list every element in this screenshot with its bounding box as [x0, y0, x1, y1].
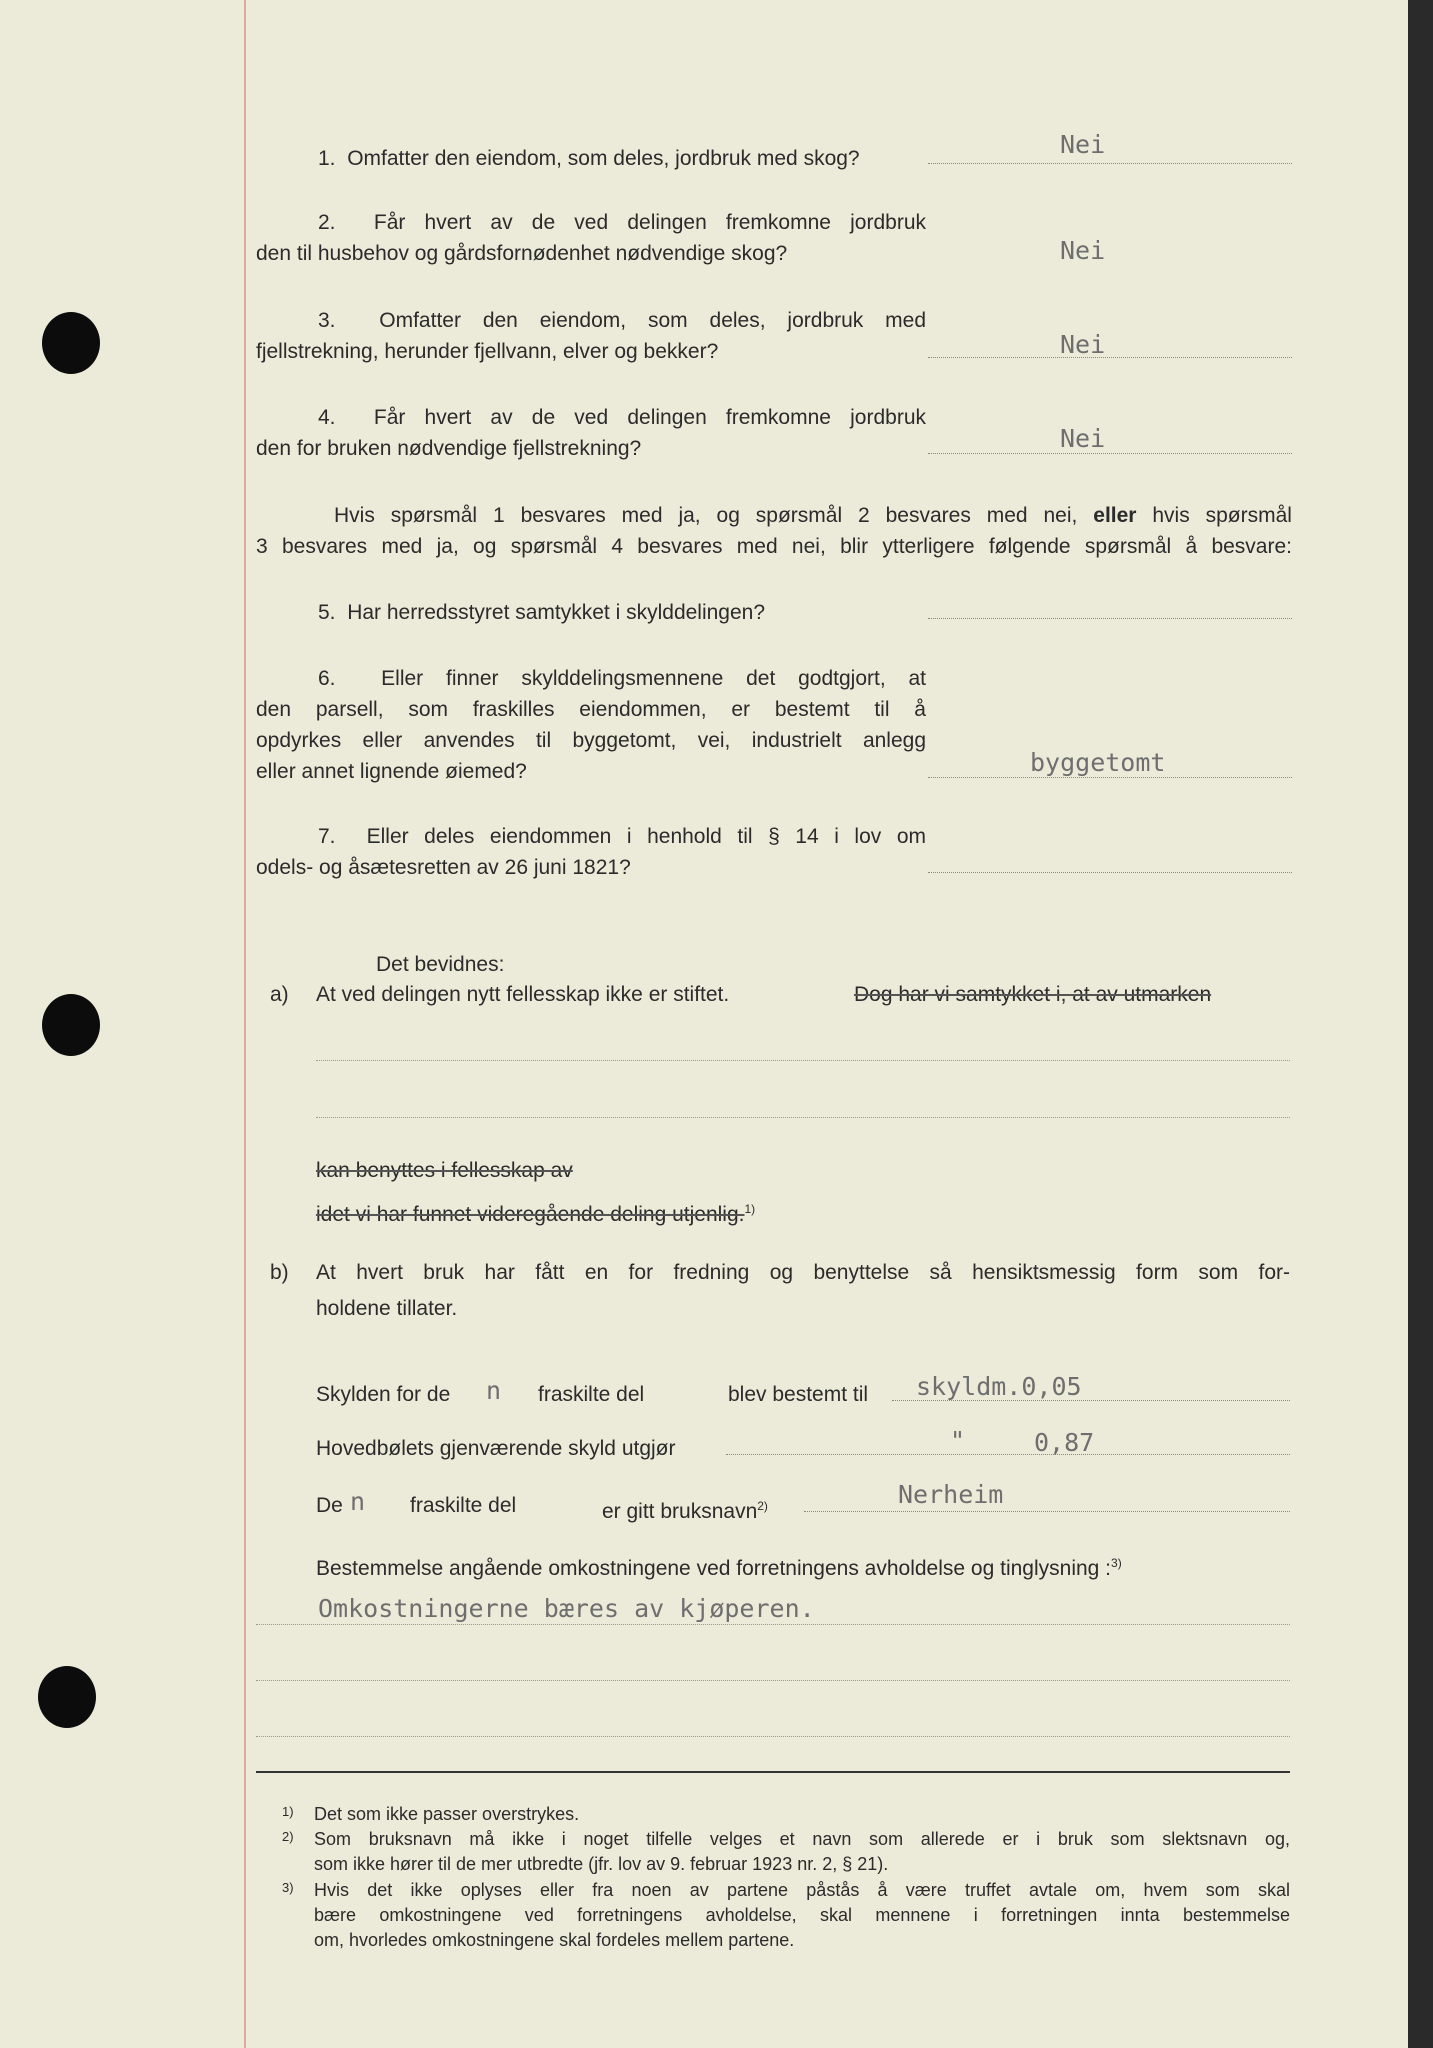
- condition-line-1: Hvis spørsmål 1 besvares med ja, og spørsmål 2 besvares med nei, eller hvis spørsmål: [334, 504, 1292, 527]
- item-a-typed-3-wrap: idet vi har funnet videregående deling utjenlig.$^{1)}$: [316, 1202, 756, 1226]
- footnote-separator: [256, 1771, 1290, 1773]
- margin-line: [244, 0, 246, 2048]
- skyld-line-1-b: fraskilte del: [538, 1383, 645, 1406]
- bruksnavn-line-a: De: [316, 1494, 343, 1517]
- item-a-label: a): [270, 983, 289, 1006]
- item-a-typed-3: idet vi har funnet videregående deling utjenlig.: [316, 1203, 745, 1226]
- item-b-line-2: holdene tillater.: [316, 1297, 458, 1320]
- question-6-line-2: den parsell, som fraskilles eiendommen, er bestemt til å: [256, 698, 926, 721]
- answer-line: [928, 163, 1292, 164]
- value-line: [726, 1454, 1290, 1455]
- question-4-line-1: 4. Får hvert av de ved delingen fremkomne jordbruk: [318, 406, 926, 429]
- question-7-line-2: odels- og åsætesretten av 26 juni 1821?: [256, 856, 631, 879]
- item-b-label: b): [270, 1261, 289, 1284]
- punch-hole: [42, 994, 100, 1056]
- fill-line: [316, 1117, 1290, 1118]
- footnote-1-num: 1): [282, 1804, 294, 1819]
- fill-line: [256, 1680, 1290, 1681]
- omkostning-value: Omkostningerne bæres av kjøperen.: [318, 1594, 815, 1623]
- answer-line: [928, 618, 1292, 619]
- bruksnavn-value: Nerheim: [898, 1480, 1004, 1509]
- question-5: 5. Har herredsstyret samtykket i skylddelingen?: [318, 601, 766, 624]
- question-4-line-2: den for bruken nødvendige fjellstrekning?: [256, 437, 642, 460]
- answer-line: [928, 357, 1292, 358]
- question-6-line-1: 6. Eller finner skylddelingsmennene det godtgjort, at: [318, 667, 926, 690]
- answer-line: [928, 453, 1292, 454]
- item-b-line-1: At hvert bruk har fått en for fredning og benyttelse så hensiktsmessig form som for-: [316, 1261, 1290, 1284]
- question-7-line-1: 7. Eller deles eiendommen i henhold til § 14 i lov om: [318, 825, 926, 848]
- question-6-line-3: opdyrkes eller anvendes til byggetomt, vei, industrielt anlegg: [256, 729, 926, 752]
- value-line: [804, 1511, 1290, 1512]
- item-a-typed: Dog har vi samtykket i, at av utmarken: [854, 983, 1212, 1006]
- skyld-line-1-n: n: [486, 1376, 502, 1405]
- answer-1: Nei: [1060, 130, 1106, 159]
- skyld-line-1-a: Skylden for de: [316, 1383, 451, 1406]
- footnote-2-line-2: som ikke hører til de mer utbredte (jfr. lov av 9. februar 1923 nr. 2, § 21).: [314, 1854, 889, 1874]
- footnote-1-line-1: Det som ikke passer overstrykes.: [314, 1804, 580, 1824]
- footnote-3-line-2: bære omkostningene ved forretningens avholdelse, skal mennene i forretningen innta bestemmelse: [314, 1905, 1290, 1925]
- fill-line: [256, 1624, 1290, 1625]
- skyld-value: skyldm.0,05: [916, 1372, 1082, 1401]
- bruksnavn-line-b: fraskilte del: [410, 1494, 517, 1517]
- fill-line: [256, 1736, 1290, 1737]
- punch-hole: [42, 312, 100, 374]
- remaining-skyld-value: 0,87: [1034, 1428, 1095, 1457]
- answer-6: byggetomt: [1030, 748, 1166, 777]
- footnote-2-line-1: Som bruksnavn må ikke i noget tilfelle velges et navn som allerede er i bruk som slektsnavn og,: [314, 1829, 1290, 1849]
- punch-hole: [38, 1666, 96, 1728]
- answer-2: Nei: [1060, 236, 1106, 265]
- footnote-3-line-3: om, hvorledes omkostningene skal fordeles mellem partene.: [314, 1930, 795, 1950]
- item-a-typed-2: kan benyttes i fellesskap av: [316, 1159, 573, 1182]
- answer-4: Nei: [1060, 424, 1106, 453]
- answer-3: Nei: [1060, 330, 1106, 359]
- bevidnes-heading: Det bevidnes:: [376, 953, 505, 976]
- bruksnavn-line-n: n: [350, 1487, 366, 1516]
- ditto-mark: ": [950, 1426, 966, 1455]
- footnote-3-line-1: Hvis det ikke oplyses eller fra noen av partene påstås å være truffet avtale om, hvem som skal: [314, 1880, 1290, 1900]
- question-2-line-2: den til husbehov og gårdsfornødenhet nødvendige skog?: [256, 242, 788, 265]
- skyld-line-1-c: blev bestemt til: [728, 1383, 869, 1406]
- bruksnavn-line-c-wrap: er gitt bruksnavn$^{2)}$: [602, 1499, 768, 1523]
- condition-line-2: 3 besvares med ja, og spørsmål 4 besvares med nei, blir ytterligere følgende spørsmål å besvare:: [256, 535, 1292, 558]
- footnote-3-num: 3): [282, 1880, 294, 1895]
- question-1: 1. Omfatter den eiendom, som deles, jordbruk med skog?: [318, 147, 860, 170]
- fill-line: [316, 1060, 1290, 1061]
- skyld-line-2: Hovedbølets gjenværende skyld utgjør: [316, 1437, 676, 1460]
- item-a-text: At ved delingen nytt fellesskap ikke er stiftet.: [316, 983, 730, 1006]
- omkostning-line: Bestemmelse angående omkostningene ved forretningens avholdelse og tinglysning :$^{3)}$: [316, 1556, 1122, 1580]
- question-6-line-4: eller annet lignende øiemed?: [256, 760, 527, 783]
- question-3-line-2: fjellstrekning, herunder fjellvann, elver og bekker?: [256, 340, 719, 363]
- footnote-2-num: 2): [282, 1829, 294, 1844]
- question-2-line-1: 2. Får hvert av de ved delingen fremkomne jordbruk: [318, 211, 926, 234]
- question-3-line-1: 3. Omfatter den eiendom, som deles, jordbruk med: [318, 309, 927, 332]
- answer-line: [928, 872, 1292, 873]
